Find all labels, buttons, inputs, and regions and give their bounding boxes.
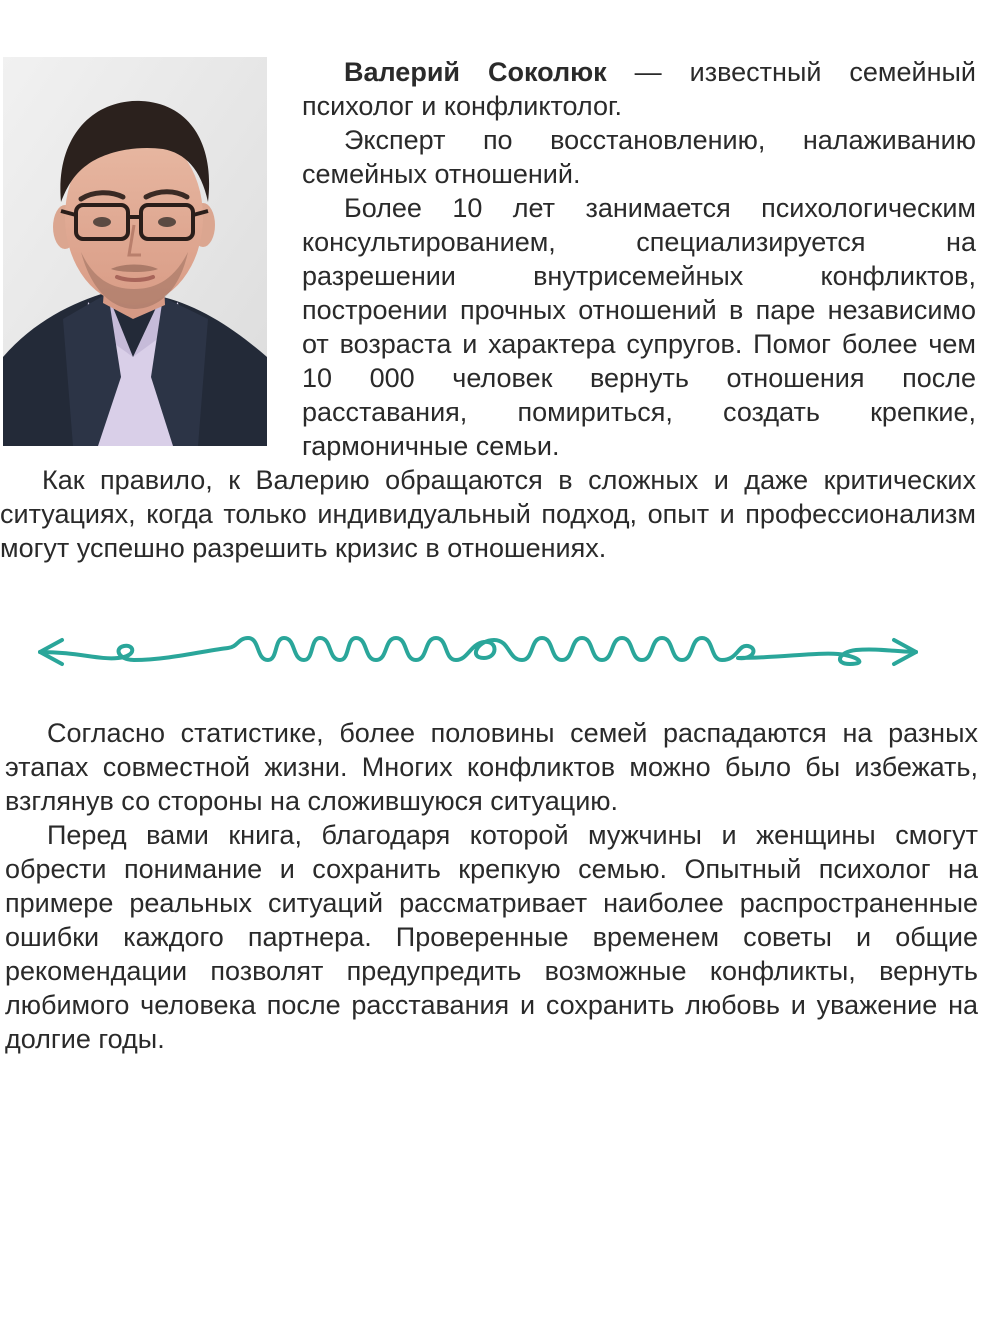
bio-paragraph: Более 10 лет занимается психологическим консультированием, специализируется на разрешении внутрисемейных конфликтов, построении прочных отношений в паре независимо от возраста и характера супругов. Помог более чем 10 000 человек вернуть отношения после расставания, помириться, создать крепкие, гармоничные семьи. [302, 193, 976, 461]
author-name: Валерий Соколюк [344, 57, 607, 87]
decorative-swirl-divider [38, 630, 918, 674]
description-paragraph: Согласно статистике, более половины семей распадаются на разных этапах совместной жизни. Многих конфликтов можно было бы избежать, взглянув со стороны на сложившуюся ситуацию. [5, 718, 978, 816]
description-paragraph: Перед вами книга, благодаря которой мужчины и женщины смогут обрести понимание и сохранить крепкую семью. Опытный психолог на примере реальных ситуаций рассматривает наиболее распространенные ошибки каждого партнера. Проверенные временем советы и общие рекомендации позволят предупредить возможные конфликты, вернуть любимого человека после расставания и сохранить любовь и уважение на долгие годы. [5, 820, 978, 1054]
book-description [5, 716, 978, 1056]
author-bio [0, 55, 976, 565]
bio-intro-text: — известный семейный психолог и конфликтолог. [302, 57, 976, 121]
bio-paragraph: Эксперт по восстановлению, налаживанию семейных отношений. [302, 125, 976, 189]
bio-paragraph: Как правило, к Валерию обращаются в сложных и даже критических ситуациях, когда только индивидуальный подход, опыт и профессионализм могут успешно разрешить кризис в отношениях. [0, 465, 976, 563]
